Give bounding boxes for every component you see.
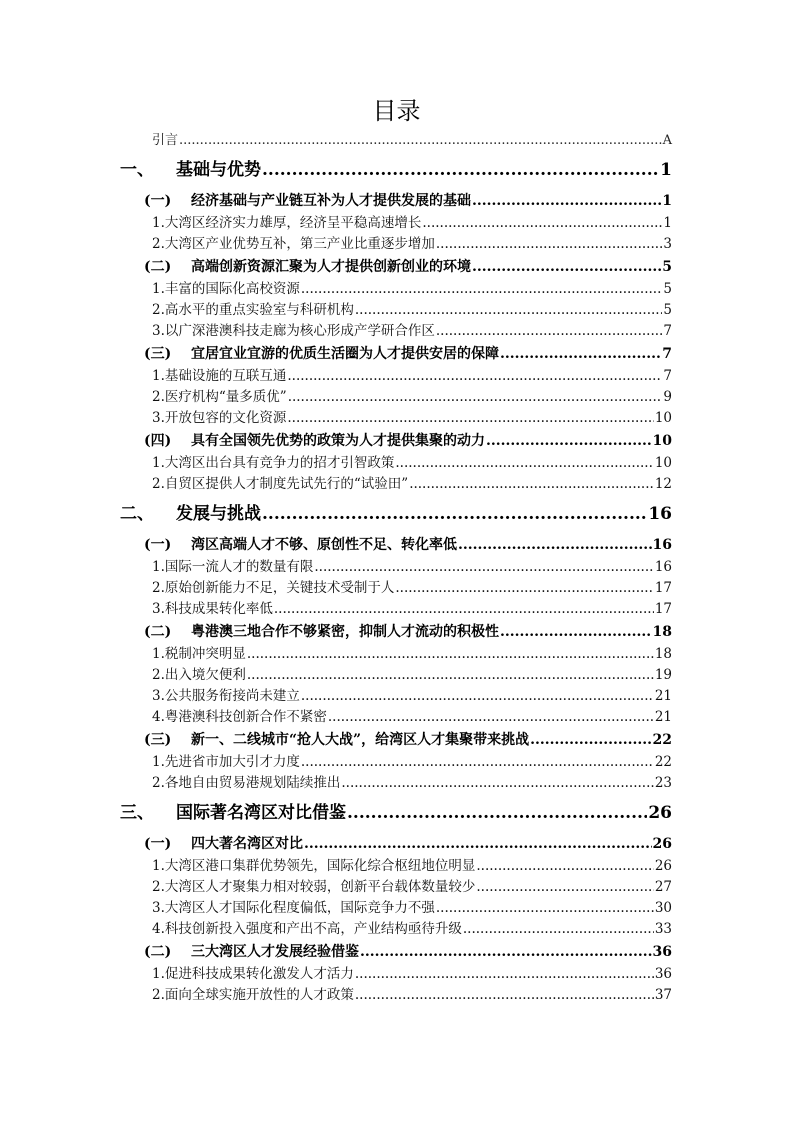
toc-item-title: 1.税制冲突明显 xyxy=(152,646,246,662)
toc-section-title: 四大著名湾区对比 xyxy=(191,836,303,852)
toc-entry-item[interactable] xyxy=(152,300,672,321)
dot-leader xyxy=(247,665,654,686)
dot-leader xyxy=(304,832,652,856)
toc-page-number: 22 xyxy=(652,732,672,748)
dot-leader xyxy=(287,366,662,387)
toc-entry-item[interactable] xyxy=(152,279,672,300)
toc-section-number: (四) xyxy=(144,433,172,449)
toc-item-title: 3.公共服务衔接尚未建立 xyxy=(152,688,300,704)
toc-page-number: 18 xyxy=(654,646,672,662)
toc-entry-item[interactable] xyxy=(152,234,672,255)
toc-entry-item[interactable] xyxy=(152,321,672,342)
dot-leader xyxy=(355,964,654,985)
toc-entry-item[interactable] xyxy=(152,752,672,773)
toc-entry-item[interactable] xyxy=(152,919,672,940)
toc-page-number: 30 xyxy=(654,900,672,916)
toc-section-heading xyxy=(144,429,485,453)
toc-page-number: 10 xyxy=(654,455,672,471)
dot-leader xyxy=(530,728,651,752)
toc-entry-item[interactable] xyxy=(152,665,672,686)
toc-entry-section[interactable] xyxy=(144,429,672,453)
toc-item-title: 1.基础设施的互联互通 xyxy=(152,368,287,384)
dot-leader xyxy=(179,130,662,151)
toc-page-number: 7 xyxy=(663,368,672,384)
table-of-contents xyxy=(120,130,672,1006)
toc-item-title: 4.粤港澳科技创新合作不紧密 xyxy=(152,709,327,725)
dot-leader xyxy=(355,985,654,1006)
toc-section-number: (一) xyxy=(144,537,172,553)
toc-page-number: 12 xyxy=(654,476,672,492)
toc-item-title: 2.高水平的重点实验室与科研机构 xyxy=(152,302,354,318)
toc-section-heading xyxy=(144,832,303,856)
toc-entry-intro[interactable] xyxy=(152,130,672,151)
toc-entry-label: 引言 xyxy=(152,133,179,148)
toc-page-number: 17 xyxy=(654,580,672,596)
toc-section-title: 新一、二线城市“抢人大战”，给湾区人才集聚带来挑战 xyxy=(191,732,530,748)
dot-leader xyxy=(360,940,652,964)
toc-page-number: 7 xyxy=(663,323,672,339)
toc-entry-section[interactable] xyxy=(144,255,672,279)
toc-section-heading xyxy=(144,620,499,644)
toc-entry-item[interactable] xyxy=(152,773,672,794)
toc-entry-section[interactable] xyxy=(144,533,672,557)
toc-chapter-title: 发展与挑战 xyxy=(176,504,261,524)
toc-page-number: 1 xyxy=(663,215,672,231)
dot-leader xyxy=(436,321,663,342)
dot-leader xyxy=(347,794,647,832)
dot-leader xyxy=(476,856,653,877)
toc-item-title: 1.大湾区港口集群优势领先，国际化综合枢纽地位明显 xyxy=(152,858,476,874)
toc-page-number: 23 xyxy=(654,775,672,791)
toc-entry-item[interactable] xyxy=(152,856,672,877)
toc-page-number: 5 xyxy=(662,259,672,275)
dot-leader xyxy=(341,773,653,794)
toc-section-heading xyxy=(144,189,471,213)
toc-page-number: A xyxy=(662,133,672,148)
toc-entry-section[interactable] xyxy=(144,728,672,752)
toc-page-number: 16 xyxy=(648,504,672,524)
toc-section-number: (三) xyxy=(144,346,172,362)
toc-chapter-title: 基础与优势 xyxy=(176,160,261,180)
toc-page-number: 17 xyxy=(654,601,672,617)
toc-item-title: 3.科技成果转化率低 xyxy=(152,601,273,617)
toc-section-title: 宜居宜业宜游的优质生活圈为人才提供安居的保障 xyxy=(191,346,499,362)
dot-leader xyxy=(287,408,653,429)
toc-item-title: 1.促进科技成果转化激发人才活力 xyxy=(152,966,354,982)
toc-page-number: 36 xyxy=(654,966,672,982)
toc-section-number: (一) xyxy=(144,193,172,209)
dot-leader xyxy=(500,620,652,644)
dot-leader xyxy=(463,919,654,940)
toc-section-title: 粤港澳三地合作不够紧密，抑制人才流动的积极性 xyxy=(191,624,499,640)
toc-entry-item[interactable] xyxy=(152,578,672,599)
toc-entry-item[interactable] xyxy=(152,877,672,898)
toc-entry-item[interactable] xyxy=(152,557,672,578)
toc-entry-section[interactable] xyxy=(144,832,672,856)
toc-item-title: 1.先进省市加大引才力度 xyxy=(152,754,300,770)
toc-entry-section[interactable] xyxy=(144,620,672,644)
page-title: 目录 xyxy=(372,97,421,125)
toc-page-number: 10 xyxy=(652,433,672,449)
toc-page-number: 27 xyxy=(654,879,672,895)
toc-page-number: 5 xyxy=(663,281,672,297)
toc-chapter-number: 一、 xyxy=(120,160,154,180)
toc-entry-item[interactable] xyxy=(152,599,672,620)
dot-leader xyxy=(500,342,661,366)
dot-leader xyxy=(458,533,652,557)
toc-page-number: 26 xyxy=(654,858,672,874)
toc-entry-item[interactable] xyxy=(152,898,672,919)
toc-entry-chapter[interactable] xyxy=(120,495,672,533)
dot-leader xyxy=(395,453,653,474)
toc-item-title: 1.大湾区出台具有竞争力的招才引智政策 xyxy=(152,455,395,471)
toc-page-number: 21 xyxy=(654,709,672,725)
toc-section-title: 三大湾区人才发展经验借鉴 xyxy=(191,944,359,960)
toc-page-number: 5 xyxy=(663,302,672,318)
toc-item-title: 2.各地自由贸易港规划陆续推出 xyxy=(152,775,341,791)
toc-page-number: 16 xyxy=(654,559,672,575)
toc-chapter-title: 国际著名湾区对比借鉴 xyxy=(176,803,346,823)
toc-entry-item[interactable] xyxy=(152,387,672,408)
toc-entry-item[interactable] xyxy=(152,366,672,387)
dot-leader xyxy=(274,599,654,620)
toc-item-title: 2.大湾区人才聚集力相对较弱，创新平台载体数量较少 xyxy=(152,879,476,895)
toc-item-title: 1.大湾区经济实力雄厚，经济呈平稳高速增长 xyxy=(152,215,422,231)
toc-page-number: 3 xyxy=(663,236,672,252)
toc-page-number: 10 xyxy=(654,410,672,426)
toc-section-number: (二) xyxy=(144,944,172,960)
dot-leader xyxy=(436,898,654,919)
toc-section-number: (一) xyxy=(144,836,172,852)
toc-item-title: 3.开放包容的文化资源 xyxy=(152,410,287,426)
toc-item-title: 3.以广深港澳科技走廊为核心形成产学研合作区 xyxy=(152,323,435,339)
dot-leader xyxy=(301,279,663,300)
toc-entry-section[interactable] xyxy=(144,342,672,366)
toc-page-number: 19 xyxy=(654,667,672,683)
toc-entry-item[interactable] xyxy=(152,686,672,707)
toc-entry-chapter[interactable] xyxy=(120,151,672,189)
toc-chapter-heading xyxy=(120,794,346,832)
toc-entry-item[interactable] xyxy=(152,453,672,474)
toc-item-title: 2.医疗机构“量多质优” xyxy=(152,389,287,405)
dot-leader xyxy=(301,752,654,773)
toc-item-title: 2.出入境欠便利 xyxy=(152,667,246,683)
dot-leader xyxy=(328,707,654,728)
dot-leader xyxy=(395,578,653,599)
dot-leader xyxy=(301,686,654,707)
toc-entry-item[interactable] xyxy=(152,408,672,429)
toc-page-number: 37 xyxy=(654,987,672,1003)
toc-page-number: 7 xyxy=(662,346,672,362)
toc-section-number: (三) xyxy=(144,732,172,748)
toc-entry-item[interactable] xyxy=(152,964,672,985)
toc-section-heading xyxy=(144,533,457,557)
toc-page-number: 26 xyxy=(648,803,672,823)
toc-page-number: 21 xyxy=(654,688,672,704)
toc-page-number: 16 xyxy=(652,537,672,553)
toc-entry-item[interactable] xyxy=(152,644,672,665)
toc-page-number: 18 xyxy=(652,624,672,640)
toc-item-title: 1.丰富的国际化高校资源 xyxy=(152,281,300,297)
toc-entry-item[interactable] xyxy=(152,985,672,1006)
toc-item-title: 2.大湾区产业优势互补，第三产业比重逐步增加 xyxy=(152,236,435,252)
dot-leader xyxy=(409,474,654,495)
dot-leader xyxy=(472,255,661,279)
toc-chapter-number: 二、 xyxy=(120,504,154,524)
dot-leader xyxy=(314,557,653,578)
dot-leader xyxy=(472,189,661,213)
dot-leader xyxy=(476,877,653,898)
dot-leader xyxy=(288,387,663,408)
toc-entry-item[interactable] xyxy=(152,474,672,495)
toc-page-number: 1 xyxy=(662,193,672,209)
toc-section-title: 高端创新资源汇聚为人才提供创新创业的环境 xyxy=(191,259,471,275)
toc-page-number: 22 xyxy=(654,754,672,770)
toc-page-number: 26 xyxy=(652,836,672,852)
toc-entry-item[interactable] xyxy=(152,213,672,234)
toc-chapter-heading xyxy=(120,495,261,533)
toc-page-number: 1 xyxy=(660,160,672,180)
toc-section-title: 具有全国领先优势的政策为人才提供集聚的动力 xyxy=(191,433,485,449)
toc-page-number: 9 xyxy=(663,389,672,405)
toc-section-title: 经济基础与产业链互补为人才提供发展的基础 xyxy=(191,193,471,209)
toc-item-title: 2.原始创新能力不足，关键技术受制于人 xyxy=(152,580,395,596)
dot-leader xyxy=(486,429,652,453)
dot-leader xyxy=(355,300,663,321)
toc-page-number: 36 xyxy=(652,944,672,960)
toc-section-title: 湾区高端人才不够、原创性不足、转化率低 xyxy=(191,537,457,553)
toc-chapter-number: 三、 xyxy=(120,803,154,823)
toc-item-title: 3.大湾区人才国际化程度偏低，国际竞争力不强 xyxy=(152,900,435,916)
dot-leader xyxy=(422,213,662,234)
dot-leader xyxy=(262,151,659,189)
dot-leader xyxy=(262,495,647,533)
toc-entry-section[interactable] xyxy=(144,940,672,964)
toc-section-heading xyxy=(144,342,499,366)
toc-section-heading xyxy=(144,255,471,279)
toc-page-number: 33 xyxy=(654,921,672,937)
toc-section-number: (二) xyxy=(144,259,172,275)
toc-section-heading xyxy=(144,728,529,752)
toc-entry-item[interactable] xyxy=(152,707,672,728)
toc-entry-section[interactable] xyxy=(144,189,672,213)
toc-section-heading xyxy=(144,940,359,964)
toc-item-title: 2.面向全球实施开放性的人才政策 xyxy=(152,987,354,1003)
toc-item-title: 2.自贸区提供人才制度先试先行的“试验田” xyxy=(152,476,409,492)
dot-leader xyxy=(247,644,654,665)
toc-section-number: (二) xyxy=(144,624,172,640)
dot-leader xyxy=(436,234,663,255)
toc-item-title: 1.国际一流人才的数量有限 xyxy=(152,559,314,575)
toc-entry-chapter[interactable] xyxy=(120,794,672,832)
toc-chapter-heading xyxy=(120,151,261,189)
toc-item-title: 4.科技创新投入强度和产出不高，产业结构亟待升级 xyxy=(152,921,462,937)
